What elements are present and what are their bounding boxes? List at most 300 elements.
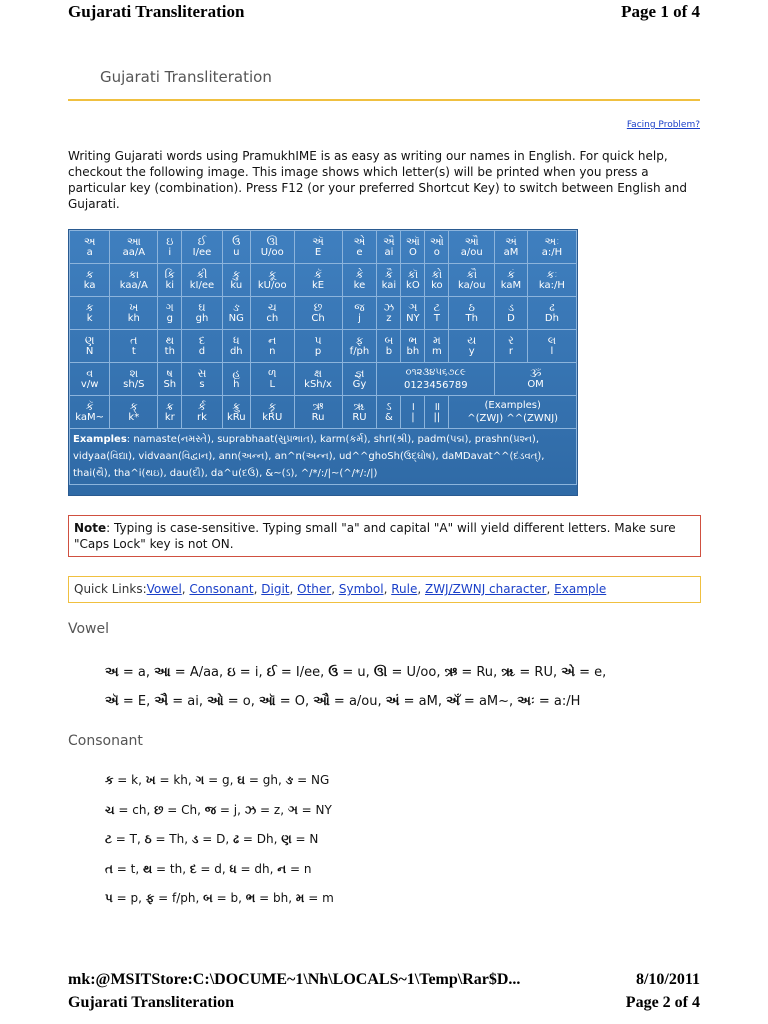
key-cell [110, 231, 158, 264]
latin: = m [304, 891, 334, 905]
key-glyph: અં [505, 235, 517, 248]
key-glyph: ત [130, 334, 138, 347]
glyph: ઔ [313, 694, 330, 709]
key-cell [294, 297, 342, 330]
consonant-line: ત = t, થ = th, દ = d, ધ = dh, ન = n [105, 861, 312, 876]
latin: = Ch [163, 802, 198, 817]
quick-link-rule[interactable]: Rule [391, 582, 418, 596]
key-glyph: ળ [267, 367, 277, 380]
key-cell [110, 396, 158, 429]
key-cell [342, 231, 377, 264]
key-latin: o [433, 247, 440, 258]
key-cell [495, 264, 528, 297]
note-label: Note [74, 521, 107, 535]
key-latin: kai [381, 280, 397, 291]
glyph: ઇ [227, 665, 236, 680]
key-cell [158, 297, 182, 330]
glyph: ઑ [259, 694, 276, 709]
key-latin: th [164, 346, 175, 357]
key-cell [449, 264, 495, 297]
key-latin: ki [165, 280, 175, 291]
glyph: ધ [229, 861, 237, 876]
glyph: ડ [191, 832, 199, 846]
key-cell [158, 396, 182, 429]
key-glyph: ખ [129, 301, 139, 314]
key-cell [182, 297, 222, 330]
glyph: ણ [281, 832, 292, 846]
key-latin: kaa/A [119, 280, 148, 291]
key-cell [222, 231, 250, 264]
glyph: ત [105, 861, 113, 876]
key-latin: sh/S [123, 379, 145, 390]
latin: = z [256, 802, 281, 817]
key-cell [527, 297, 576, 330]
key-glyph: ઓ [429, 235, 444, 248]
key-glyph: ક્ [129, 400, 138, 413]
latin: = NG [293, 773, 330, 787]
key-latin: b [385, 346, 393, 357]
key-cell [342, 264, 377, 297]
key-cell [70, 297, 110, 330]
latin: = g [204, 773, 230, 787]
key-cell [401, 396, 425, 429]
glyph: દ [189, 861, 197, 876]
key-glyph: જ્ઞ [354, 367, 365, 380]
page-title: Gujarati Transliteration [100, 68, 272, 86]
key-cell [250, 396, 294, 429]
glyph: અ [105, 665, 119, 680]
key-cell [527, 231, 576, 264]
key-latin: v/w [80, 379, 99, 390]
consonant-line: પ = p, ફ = f/ph, બ = b, ભ = bh, મ = m [105, 891, 334, 905]
latin: = Dh [239, 832, 274, 846]
key-glyph: કૈ [385, 268, 393, 281]
key-cell [250, 264, 294, 297]
key-cell [222, 297, 250, 330]
zwnj-label: ^^(ZWNJ) [506, 413, 559, 424]
key-cell [294, 396, 342, 429]
key-cell [425, 264, 449, 297]
key-latin: a:/H [541, 247, 563, 258]
key-latin: ka:/H [538, 280, 565, 291]
key-cell [425, 297, 449, 330]
key-glyph: લ [547, 334, 557, 347]
latin: = Ru [457, 665, 494, 680]
key-latin: & [384, 412, 393, 423]
key-glyph: ષ [166, 367, 173, 380]
print-footer [68, 971, 700, 993]
print-header-2-title: Gujarati Transliteration [68, 994, 235, 1011]
glyph: ચ [105, 802, 115, 817]
key-latin: ko [431, 280, 443, 291]
key-cell [342, 396, 377, 429]
key-row [70, 264, 577, 297]
key-row [70, 396, 577, 429]
key-glyph: ઋ [312, 400, 324, 413]
key-glyph: કઃ [546, 268, 558, 281]
glyph: પ [105, 891, 113, 905]
glyph: ઞ [287, 802, 298, 817]
key-cell [70, 231, 110, 264]
key-glyph: કં [507, 268, 515, 281]
intro-paragraph: Writing Gujarati words using PramukhIME is as easy as writing our names in English. For quick help, checkout the following image. This image shows which letter(s) will be printed when you press a particular key (combination). Press F12 (or your preferred Shortcut Key) to switch between English and Gujarati. [68, 149, 687, 211]
key-latin: L [269, 379, 276, 390]
key-cell [222, 264, 250, 297]
key-glyph: ટ [433, 301, 441, 314]
glyph: અં [385, 694, 400, 709]
key-cell [294, 231, 342, 264]
key-cell [342, 330, 377, 363]
key-glyph: એ [353, 235, 366, 248]
key-latin: kE [311, 280, 325, 291]
key-cell [377, 396, 401, 429]
keyboard-map-table [69, 230, 577, 485]
print-footer-date: 8/10/2011 [635, 971, 700, 988]
glyph: ઊ [373, 665, 388, 680]
key-glyph: મ [432, 334, 441, 347]
vowel-heading: Vowel [68, 621, 110, 637]
key-latin: a/ou [460, 247, 483, 258]
key-cell [425, 330, 449, 363]
key-glyph: સ [197, 367, 207, 380]
key-latin: E [314, 247, 322, 258]
latin: = bh [255, 891, 289, 905]
key-glyph: ઞ [408, 301, 418, 314]
key-glyph: ૐ [529, 367, 542, 380]
key-cell [425, 231, 449, 264]
key-latin: aM [503, 247, 519, 258]
key-glyph: ઘ [198, 301, 206, 314]
key-cell [294, 363, 342, 396]
quick-links-label: Quick Links: [74, 582, 147, 596]
key-latin: NY [406, 313, 420, 324]
glyph: ભ [245, 891, 256, 905]
key-latin: ch [266, 313, 279, 324]
latin: = a [118, 665, 146, 680]
key-cell [110, 264, 158, 297]
latin: = t [112, 861, 136, 876]
key-cell [110, 363, 158, 396]
key-cell [495, 363, 577, 396]
key-glyph: ઢ [549, 301, 555, 314]
key-cell [495, 330, 528, 363]
vowel-list [105, 658, 606, 716]
key-latin: f/ph [349, 346, 370, 357]
latin: = E [118, 694, 147, 709]
key-cell [182, 231, 222, 264]
key-cell [182, 363, 222, 396]
key-cell [250, 231, 294, 264]
key-row [70, 330, 577, 363]
key-cell [222, 363, 250, 396]
key-glyph: ચ [267, 301, 277, 314]
key-glyph: ॥ [433, 400, 441, 413]
latin: = ch [114, 802, 147, 817]
key-latin: Gy [352, 379, 367, 390]
glyph: જ [204, 802, 217, 817]
latin: = o [223, 694, 251, 709]
key-latin: s [199, 379, 205, 390]
key-glyph: દ [198, 334, 206, 347]
key-latin: ka/ou [457, 280, 486, 291]
key-latin: z [386, 313, 392, 324]
key-glyph: કૅ [314, 268, 322, 281]
print-header-title: Gujarati Transliteration [68, 2, 245, 21]
key-glyph: ધ [232, 334, 240, 347]
quick-link-vowel[interactable]: Vowel [146, 582, 182, 596]
quick-link-example[interactable]: Example [554, 582, 607, 596]
key-latin: kRu [226, 412, 246, 423]
quick-link-other[interactable]: Other [297, 582, 332, 596]
latin: = T [111, 832, 137, 846]
examples-cell [70, 429, 577, 485]
quick-link-zwj-zwnj-character[interactable]: ZWJ/ZWNJ character [424, 582, 547, 596]
key-latin: kO [406, 280, 420, 291]
glyph: ઓ [207, 694, 224, 709]
latin: = u [338, 665, 366, 680]
key-latin: kr [164, 412, 175, 423]
glyph: ઈ [266, 665, 277, 680]
key-cell [527, 264, 576, 297]
key-cell [250, 297, 294, 330]
key-cell [342, 297, 377, 330]
key-glyph: છ [313, 301, 323, 314]
latin: = RU [515, 665, 553, 680]
key-glyph: ઍ [312, 235, 324, 248]
key-latin: l [550, 346, 554, 357]
key-latin: j [358, 313, 361, 324]
key-latin: RU [352, 412, 367, 423]
quick-links-bar: Quick Links:Vowel, Consonant, Digit, Other, Symbol, Rule, ZWJ/ZWNJ character, Example [68, 576, 701, 603]
key-latin: g [166, 313, 173, 324]
key-glyph: ઊ [266, 235, 278, 248]
key-cell [377, 264, 401, 297]
key-glyph: ણ [84, 334, 95, 347]
key-cell [110, 330, 158, 363]
key-glyph: ભ [408, 334, 418, 347]
key-latin: p [314, 346, 322, 357]
key-cell [110, 297, 158, 330]
key-cell [449, 297, 495, 330]
glyph: ૠ [501, 665, 516, 680]
key-cell [70, 264, 110, 297]
glyph: ક [105, 773, 114, 787]
key-row [70, 363, 577, 396]
key-latin: kaM [500, 280, 522, 291]
key-cell [182, 396, 222, 429]
quick-link-digit[interactable]: Digit [261, 582, 290, 596]
key-cell [294, 264, 342, 297]
key-latin: rk [196, 412, 207, 423]
latin: = gh [245, 773, 278, 787]
key-latin: OM [527, 379, 544, 390]
key-latin: N [85, 346, 94, 357]
key-latin: t [131, 346, 136, 357]
key-cell [222, 330, 250, 363]
key-glyph: આ [126, 235, 141, 248]
key-latin: bh [406, 346, 420, 357]
key-cell [250, 363, 294, 396]
glyph: છ [154, 802, 164, 817]
glyph: થ [143, 861, 153, 876]
latin: = I/ee [276, 665, 321, 680]
key-glyph: ક્રુ [232, 400, 241, 413]
key-glyph: ક્ષ [314, 367, 323, 380]
note-box [68, 515, 701, 557]
key-glyph: પ [314, 334, 322, 347]
key-glyph: કુ [232, 268, 241, 281]
key-glyph: અ [83, 235, 96, 248]
key-cell [342, 363, 377, 396]
glyph: ઠ [144, 832, 152, 846]
key-latin: k* [128, 412, 140, 423]
latin: = j [216, 802, 238, 817]
key-cell [70, 330, 110, 363]
digits-cell [377, 363, 495, 396]
key-latin: | [411, 412, 415, 423]
consonant-line: ટ = T, ઠ = Th, ડ = D, ઢ = Dh, ણ = N [105, 832, 319, 846]
latin: = kh [155, 773, 188, 787]
key-glyph: ક [85, 268, 94, 281]
key-latin: NG [228, 313, 244, 324]
key-glyph: ઐ [383, 235, 395, 248]
key-glyph: ઙ [232, 301, 240, 314]
key-glyph: ઠ [468, 301, 475, 314]
key-cell [70, 363, 110, 396]
key-latin: ai [384, 247, 394, 258]
key-cell [377, 297, 401, 330]
key-glyph: ઔ [464, 235, 479, 248]
key-latin: kU/oo [257, 280, 287, 291]
key-latin: O [408, 247, 417, 258]
glyph: ટ [105, 832, 112, 846]
glyph: એ [561, 665, 575, 680]
glyph: ઙ [285, 773, 294, 787]
key-glyph: ફ [355, 334, 364, 347]
examples-text: : namaste(નમસ્તે), suprabhaat(સુપ્રભાત), karm(કર્મ), shrI(શ્રી), padm(પદ્મ), prashn(પ્રશ્ન), vidyaa(વિદ્યા), vidvaan(વિદ્વાન), ann(અન્ન), an^n(અન્ન), ud^^ghoSh(ઉદ્ઘોષ), daMDavat^^(દંડવત્), thai(થૈ), tha^i(થઇ), dau(દૌ), da^u(દઉ), &~(ઽ), ^/*/:/|~(^/*/:/|) [73, 434, 545, 479]
key-latin: kaM~ [75, 412, 105, 423]
key-latin: kh [127, 313, 140, 324]
latin: = p [112, 891, 139, 905]
latin: = D [198, 832, 226, 846]
key-glyph: ય [467, 334, 477, 347]
title-divider [68, 99, 700, 101]
vowel-line: અ = a, આ = A/aa, ઇ = i, ઈ = I/ee, ઉ = u, ઊ = U/oo, ઋ = Ru, ૠ = RU, એ = e, [105, 665, 607, 680]
glyph: ઢ [233, 832, 240, 846]
key-cell [222, 396, 250, 429]
key-latin: r [508, 346, 514, 357]
zwj-label: ^(ZWJ) [467, 413, 504, 424]
glyph: ઝ [244, 802, 257, 817]
vowel-line: ઍ = E, ઐ = ai, ઓ = o, ઑ = O, ઔ = a/ou, અં = aM, અઁ = aM~, અઃ = a:/H [105, 694, 581, 709]
digits-gujarati: ૦૧૨૩૪૫૬૭૮૯ [405, 367, 466, 378]
key-glyph: ઽ [386, 400, 392, 413]
quick-link-symbol[interactable]: Symbol [338, 582, 384, 596]
key-cell [158, 231, 182, 264]
key-glyph: ક [85, 301, 94, 314]
key-cell [182, 264, 222, 297]
key-cell [401, 264, 425, 297]
key-glyph: ઝ [383, 301, 395, 314]
key-glyph: ન [268, 334, 277, 347]
key-cell [401, 297, 425, 330]
key-latin: ka [83, 280, 96, 291]
key-glyph: અઃ [544, 235, 560, 248]
consonant-line: ચ = ch, છ = Ch, જ = j, ઝ = z, ઞ = NY [105, 802, 332, 817]
key-glyph: ઇ [166, 235, 174, 248]
key-cell [449, 330, 495, 363]
key-glyph: કી [196, 268, 208, 281]
key-cell [158, 363, 182, 396]
keyboard-map [68, 229, 578, 496]
key-glyph: ગ [165, 301, 174, 314]
latin: = f/ph [154, 891, 196, 905]
key-latin: Ru [311, 412, 325, 423]
print-header [68, 2, 700, 24]
key-glyph: શ [129, 367, 139, 380]
facing-problem-link[interactable]: Facing Problem? [626, 120, 700, 130]
latin: = e [574, 665, 603, 680]
key-latin: ke [353, 280, 366, 291]
key-cell [425, 396, 449, 429]
latin: = NY [297, 802, 332, 817]
latin: = dh [236, 861, 270, 876]
latin: = i [235, 665, 259, 680]
glyph: બ [203, 891, 213, 905]
key-glyph: કો [431, 268, 443, 281]
key-cell [401, 231, 425, 264]
key-latin: U/oo [260, 247, 284, 258]
key-glyph: ડ [507, 301, 515, 314]
latin: = th [152, 861, 183, 876]
key-glyph: કૅ [85, 400, 94, 413]
key-glyph: । [410, 400, 415, 413]
key-cell [70, 396, 110, 429]
key-cell [294, 330, 342, 363]
glyph: ઘ [237, 773, 246, 787]
key-glyph: હ [232, 367, 241, 380]
key-glyph: કિ [164, 268, 175, 281]
key-cell [449, 231, 495, 264]
latin: = b [212, 891, 239, 905]
examples-key-cell [449, 396, 577, 429]
key-latin: || [433, 412, 441, 423]
key-cell [158, 264, 182, 297]
key-latin: k [86, 313, 93, 324]
key-cell [182, 330, 222, 363]
key-cell [527, 330, 576, 363]
glyph: ઍ [105, 694, 119, 709]
key-latin: ku [230, 280, 243, 291]
key-latin: aa/A [122, 247, 146, 258]
latin: = a/ou [329, 694, 378, 709]
key-glyph: ર [508, 334, 514, 347]
key-latin: Ch [311, 313, 325, 324]
print-header-page: Page 1 of 4 [621, 2, 700, 21]
latin: = d [196, 861, 222, 876]
key-cell [377, 231, 401, 264]
key-glyph: ૠ [353, 400, 366, 413]
print-footer-path: mk:@MSITStore:C:\DOCUME~1\Nh\LOCALS~1\Temp\Rar$D... [68, 971, 521, 988]
quick-link-consonant[interactable]: Consonant [189, 582, 254, 596]
key-latin: gh [195, 313, 209, 324]
key-cell [495, 231, 528, 264]
key-glyph: જ [354, 301, 365, 314]
key-latin: D [507, 313, 515, 324]
key-latin: a [86, 247, 93, 258]
zwj-row [449, 412, 576, 425]
key-latin: y [468, 346, 475, 357]
